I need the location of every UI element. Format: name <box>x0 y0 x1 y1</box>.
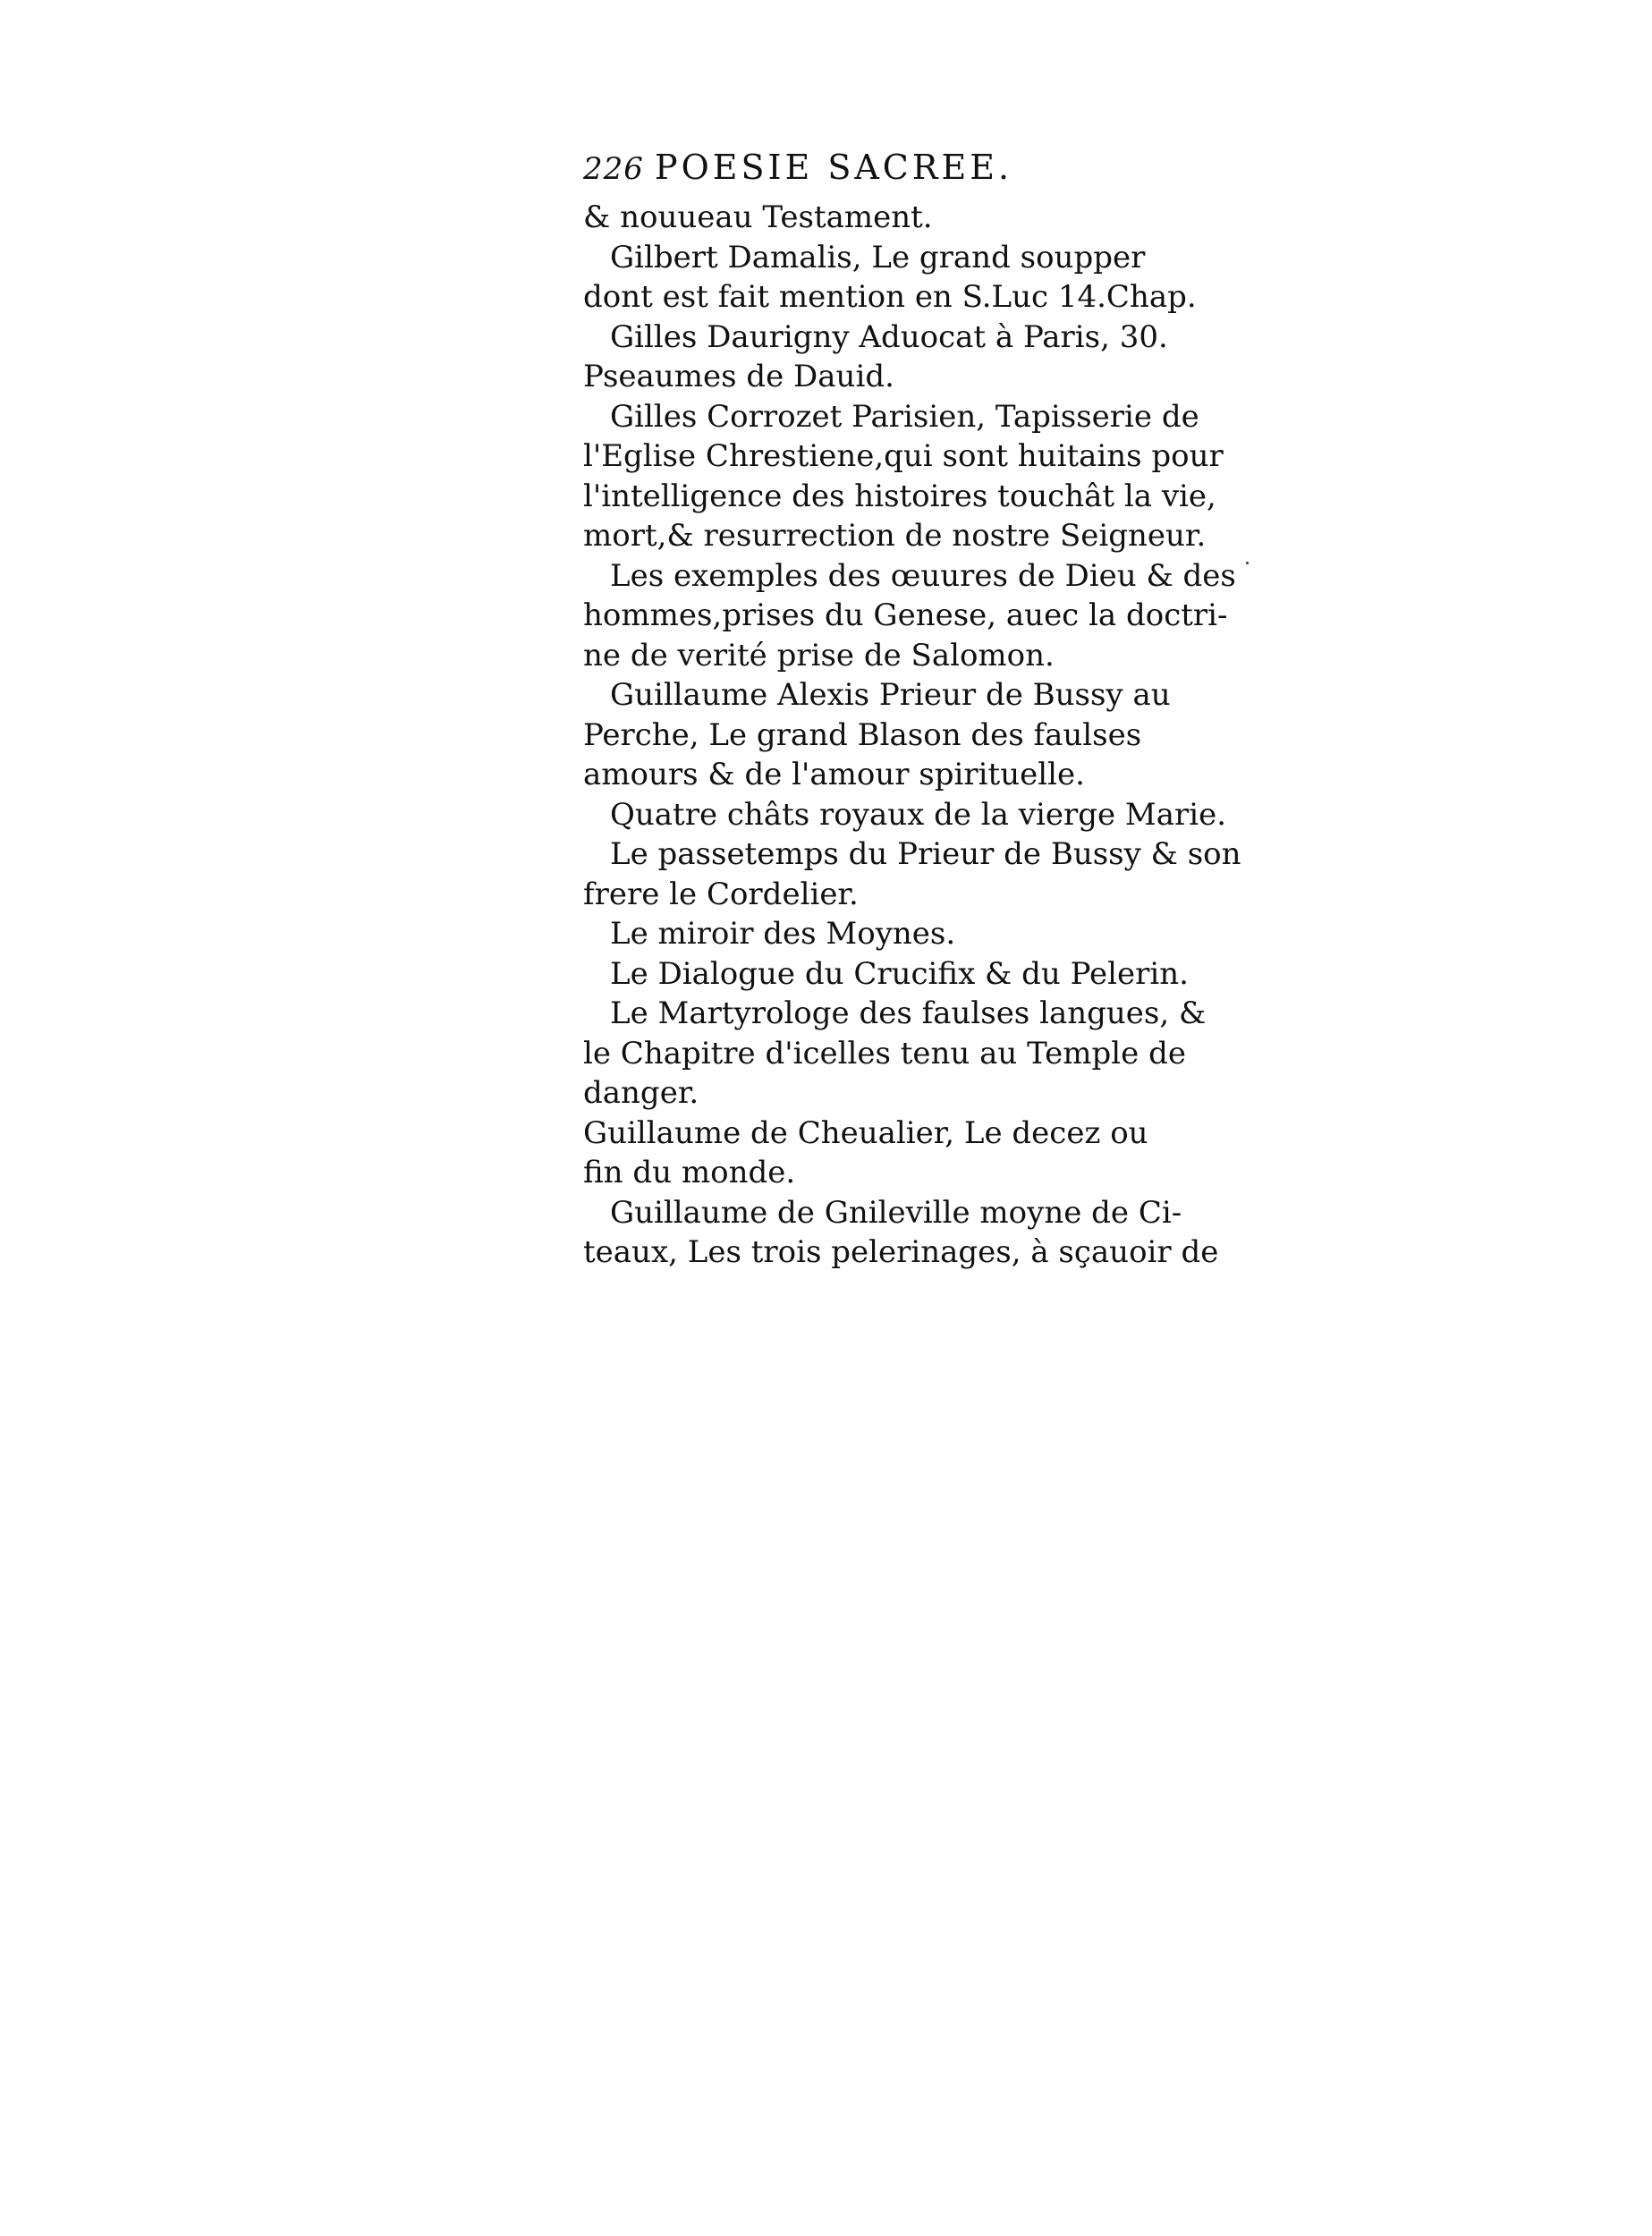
text-line: Guillaume Alexis Prieur de Bussy au <box>610 677 1171 713</box>
page-number: 226 <box>583 151 644 187</box>
text-line: danger. <box>583 1075 699 1111</box>
text-line: dont est fait mention en S.Luc 14.Chap. <box>583 279 1197 315</box>
text-line: Pseaumes de Dauid. <box>583 359 894 394</box>
text-line: l'intelligence des histoires touchât la vie, <box>583 478 1216 514</box>
text-line: Gilles Corrozet Parisien, Tapisserie de <box>610 398 1199 435</box>
text-line: Les exemples des œuures de Dieu & des <box>610 557 1236 594</box>
page-header <box>583 148 1129 198</box>
text-line: mort,& resurrection de nostre Seigneur. <box>583 518 1207 554</box>
text-line: hommes,prises du Genese, auec la doctri- <box>583 597 1228 633</box>
text-line: Le passetemps du Prieur de Bussy & son <box>610 836 1241 872</box>
text-line: Guillaume de Cheualier, Le decez ou <box>583 1114 1148 1151</box>
text-line: teaux, Les trois pelerinages, à sçauoir de <box>583 1234 1219 1270</box>
text-line: Gilbert Damalis, Le grand soupper <box>610 239 1146 275</box>
text-line: fin du monde. <box>583 1155 796 1190</box>
text-line: l'Eglise Chrestiene,qui sont huitains pour <box>583 438 1224 474</box>
text-line: ne de verité prise de Salomon. <box>583 637 1055 673</box>
text-line: Le Dialogue du Crucifix & du Pelerin. <box>610 955 1189 992</box>
text-line: Guillaume de Gnileville moyne de Ci- <box>610 1194 1182 1231</box>
text-line: Le miroir des Moynes. <box>610 916 956 952</box>
text-line: Quatre châts royaux de la vierge Marie. <box>610 796 1227 833</box>
text-line: amours & de l'amour spirituelle. <box>583 757 1085 792</box>
text-line: le Chapitre d'icelles tenu au Temple de <box>583 1035 1186 1071</box>
text-line: Gilles Daurigny Aduocat à Paris, 30. <box>610 318 1168 355</box>
text-line: & nouueau Testament. <box>583 199 933 235</box>
ink-speck <box>1246 562 1249 564</box>
text-line: Perche, Le grand Blason des faulses <box>583 716 1142 753</box>
page-text-block <box>583 148 1241 1273</box>
text-line: frere le Cordelier. <box>583 876 859 912</box>
running-head: POESIE SACREE. <box>655 148 1013 187</box>
text-line: Le Martyrologe des faulses langues, & <box>610 995 1207 1031</box>
